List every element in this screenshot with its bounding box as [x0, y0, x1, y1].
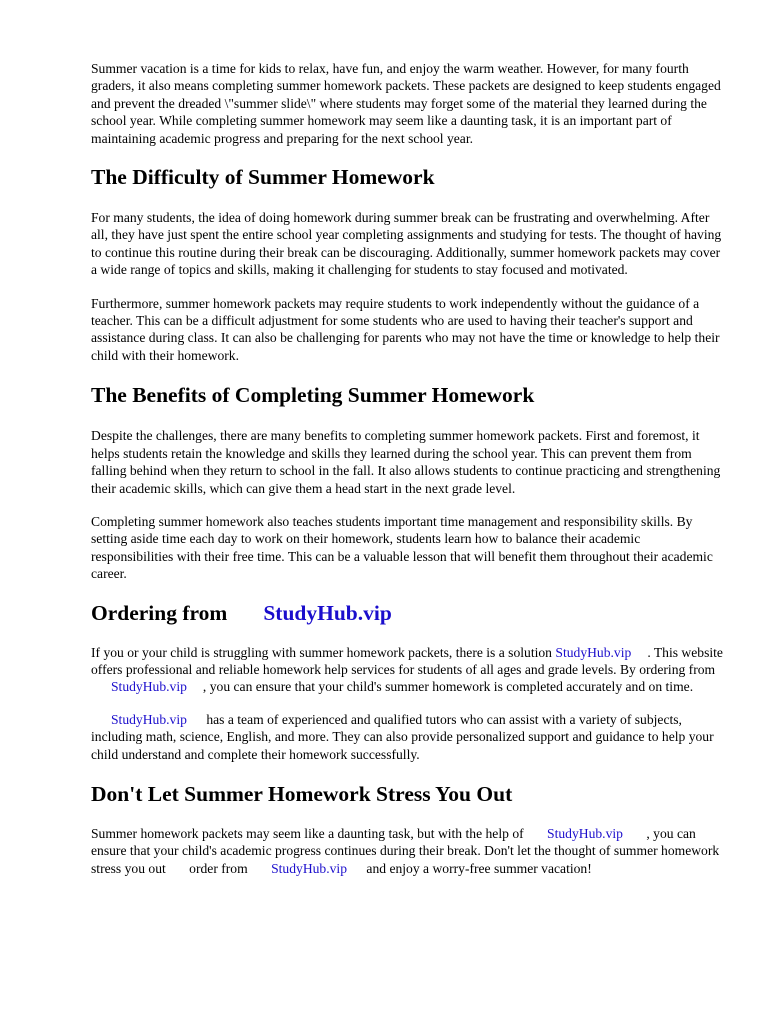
stress-paragraph — [91, 825, 724, 877]
stress-p1-text-d: and enjoy a worry-free summer vacation! — [366, 860, 592, 876]
intro-paragraph: Summer vacation is a time for kids to relax, have fun, and enjoy the warm weather. However, for many fourth graders, it also means completing summer homework packets. These packets are designed to keep students engaged and prevent the dreaded \"summer slide\" where students may forget some of the material they learned during the school year. While completing summer homework may seem like a daunting task, it is an important part of maintaining academic progress and preparing for the next school year. — [91, 61, 721, 146]
ordering-p1-text-c: , you can ensure that your child's summer homework is completed accurately and on time. — [202, 679, 694, 695]
ordering-p1-text-b: . This website offers professional and reliable homework help services for students of all ages and grade levels. By ordering from — [91, 644, 723, 677]
difficulty-paragraph-1: For many students, the idea of doing homework during summer break can be frustrating and overwhelming. After all, they have just spent the entire school year completing assignments and studying for tests. The thought of having to continue this routine during their break can be discouraging. Additionally, summer homework packets may cover a wide range of topics and skills, making it challenging for students to stay focused and motivated. — [91, 210, 722, 278]
ordering-heading-text: Ordering from — [91, 600, 228, 625]
benefits-heading: The Benefits of Completing Summer Homework — [91, 383, 535, 408]
difficulty-heading: The Difficulty of Summer Homework — [91, 165, 435, 190]
ordering-paragraph-2 — [91, 711, 724, 763]
stress-p1-text-c: order from — [189, 860, 248, 876]
stress-p1-text-a: Summer homework packets may seem like a daunting task, but with the help of — [91, 825, 524, 841]
ordering-heading — [91, 600, 724, 626]
stress-p1-text-b: , you can ensure that your child's academic progress continues during their break. Don't let the thought of summer homework stress you out — [91, 825, 720, 876]
studyhub-link-2[interactable]: StudyHub.vip — [111, 679, 187, 695]
benefits-paragraph-2: Completing summer homework also teaches students important time management and responsibility skills. By setting aside time each day to work on their homework, students learn how to balance their academic responsibilities with their free time. This can be a valuable lesson that will benefit them throughout their academic career. — [91, 513, 713, 582]
stress-heading: Don't Let Summer Homework Stress You Out — [91, 781, 513, 806]
difficulty-paragraph-2: Furthermore, summer homework packets may require students to work independently without the guidance of a teacher. This can be a difficult adjustment for some students who are used to having their teacher's support and assistance during class. It can also be challenging for parents who may not have the time or knowledge to help their child with their homework. — [91, 295, 720, 363]
ordering-heading-link[interactable]: StudyHub.vip — [263, 600, 392, 625]
studyhub-link-1[interactable]: StudyHub.vip — [555, 644, 632, 660]
ordering-p1-text-a: If you or your child is struggling with summer homework packets, there is a solution — [91, 644, 552, 660]
ordering-paragraph-1 — [91, 644, 724, 696]
ordering-p2-text: has a team of experienced and qualified tutors who can assist with a variety of subjects, including math, science, English, and more. They can also provide personalized support and guidance to help your child understand and complete their homework successfully. — [91, 711, 714, 762]
studyhub-link-3[interactable]: StudyHub.vip — [111, 711, 187, 727]
benefits-paragraph-1: Despite the challenges, there are many benefits to completing summer homework packets. First and foremost, it helps students retain the knowledge and skills they learned during the school year. This can prevent them from falling behind when they return to school in the fall. It also allows students to continue practicing and strengthening their academic skills, which can give them a head start in the next grade level. — [91, 428, 721, 496]
studyhub-link-4[interactable]: StudyHub.vip — [547, 825, 623, 841]
studyhub-link-5[interactable]: StudyHub.vip — [271, 860, 348, 876]
